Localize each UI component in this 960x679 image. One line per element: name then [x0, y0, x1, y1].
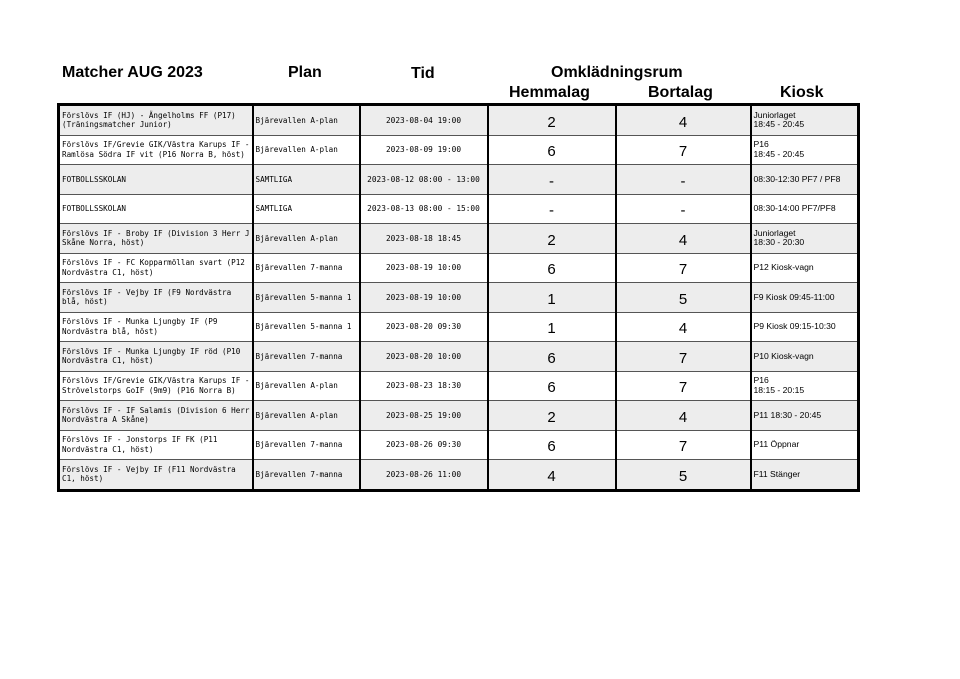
- table-row: [59, 135, 859, 165]
- kiosk-line-2: 18:45 - 20:45: [753, 148, 805, 159]
- kiosk-cell: [751, 105, 859, 136]
- table-row: [59, 105, 859, 136]
- kiosk-line-2: 18:15 - 20:15: [753, 384, 805, 395]
- hemmalag-room-cell: 1: [488, 283, 616, 313]
- match-cell: Förslövs IF/Grevie GIK/Västra Karups IF - Strövelstorps GoIF (9m9) (P16 Norra B): [59, 371, 253, 401]
- hemmalag-room-cell: 2: [488, 401, 616, 431]
- match-cell: Förslövs IF/Grevie GIK/Västra Karups IF - Ramlösa Södra IF vit (P16 Norra B, höst): [59, 135, 253, 165]
- kiosk-line-1: P12 Kiosk-vagn: [753, 262, 814, 273]
- kiosk-line-1: P11 Öppnar: [753, 439, 800, 450]
- page-title: Matcher AUG 2023: [62, 64, 203, 81]
- plan-cell: Bjärevallen A-plan: [253, 135, 360, 165]
- table-row: [59, 283, 859, 313]
- hemmalag-room-cell: 1: [488, 312, 616, 342]
- bortalag-room-cell: -: [616, 194, 751, 224]
- hemmalag-room-cell: 6: [488, 371, 616, 401]
- plan-cell: Bjärevallen 7-manna: [253, 253, 360, 283]
- bortalag-room-cell: 7: [616, 342, 751, 372]
- kiosk-cell: [751, 312, 859, 342]
- column-group-header-omkladningsrum: Omklädningsrum: [551, 64, 683, 81]
- tid-cell: 2023-08-12 08:00 - 13:00: [360, 165, 488, 195]
- tid-cell: 2023-08-23 18:30: [360, 371, 488, 401]
- column-header-bortalag: Bortalag: [648, 84, 713, 101]
- table-row: [59, 430, 859, 460]
- kiosk-line-1: P16: [753, 139, 769, 150]
- match-cell: Förslövs IF - IF Salamis (Division 6 Herr Nordvästra A Skåne): [59, 401, 253, 431]
- match-cell: Förslövs IF - Jonstorps IF FK (P11 Nordvästra C1, höst): [59, 430, 253, 460]
- table-row: [59, 165, 859, 195]
- hemmalag-room-cell: 2: [488, 105, 616, 136]
- plan-cell: Bjärevallen A-plan: [253, 401, 360, 431]
- kiosk-line-1: Juniorlaget: [753, 109, 796, 120]
- plan-cell: SAMTLIGA: [253, 194, 360, 224]
- column-header-kiosk: Kiosk: [780, 84, 824, 101]
- tid-cell: 2023-08-04 19:00: [360, 105, 488, 136]
- kiosk-cell: [751, 224, 859, 254]
- hemmalag-room-cell: -: [488, 165, 616, 195]
- match-cell: Förslövs IF - Munka Ljungby IF röd (P10 Nordvästra C1, höst): [59, 342, 253, 372]
- tid-cell: 2023-08-13 08:00 - 15:00: [360, 194, 488, 224]
- kiosk-cell: [751, 342, 859, 372]
- match-schedule-table: [57, 103, 860, 492]
- plan-cell: SAMTLIGA: [253, 165, 360, 195]
- plan-cell: Bjärevallen 7-manna: [253, 430, 360, 460]
- tid-cell: 2023-08-09 19:00: [360, 135, 488, 165]
- kiosk-line-2: 18:30 - 20:30: [753, 237, 805, 248]
- match-cell: FOTBOLLSSKOLAN: [59, 194, 253, 224]
- kiosk-cell: [751, 165, 859, 195]
- table-row: [59, 312, 859, 342]
- table-row: [59, 460, 859, 491]
- tid-cell: 2023-08-18 18:45: [360, 224, 488, 254]
- plan-cell: Bjärevallen 7-manna: [253, 460, 360, 491]
- plan-cell: Bjärevallen 5-manna 1: [253, 312, 360, 342]
- hemmalag-room-cell: 6: [488, 135, 616, 165]
- plan-cell: Bjärevallen 5-manna 1: [253, 283, 360, 313]
- kiosk-line-1: F11 Stänger: [753, 468, 801, 479]
- tid-cell: 2023-08-26 11:00: [360, 460, 488, 491]
- tid-cell: 2023-08-19 10:00: [360, 283, 488, 313]
- kiosk-cell: [751, 194, 859, 224]
- kiosk-cell: [751, 401, 859, 431]
- column-header-plan: Plan: [288, 64, 322, 81]
- tid-cell: 2023-08-25 19:00: [360, 401, 488, 431]
- bortalag-room-cell: 4: [616, 105, 751, 136]
- kiosk-line-1: 08:30-12:30 PF7 / PF8: [753, 173, 841, 184]
- kiosk-cell: [751, 460, 859, 491]
- table-row: [59, 342, 859, 372]
- kiosk-line-1: P9 Kiosk 09:15-10:30: [753, 321, 836, 332]
- column-header-tid: Tid: [411, 65, 435, 82]
- plan-cell: Bjärevallen A-plan: [253, 105, 360, 136]
- table-row: [59, 253, 859, 283]
- match-cell: Förslövs IF (HJ) - Ängelholms FF (P17) (Träningsmatcher Junior): [59, 105, 253, 136]
- bortalag-room-cell: 4: [616, 224, 751, 254]
- kiosk-cell: [751, 135, 859, 165]
- kiosk-line-1: P11 18:30 - 20:45: [753, 409, 822, 420]
- hemmalag-room-cell: 2: [488, 224, 616, 254]
- bortalag-room-cell: 4: [616, 312, 751, 342]
- kiosk-line-1: P16: [753, 375, 769, 386]
- kiosk-line-1: 08:30-14:00 PF7/PF8: [753, 203, 836, 214]
- bortalag-room-cell: 5: [616, 460, 751, 491]
- hemmalag-room-cell: 4: [488, 460, 616, 491]
- plan-cell: Bjärevallen 7-manna: [253, 342, 360, 372]
- column-header-hemmalag: Hemmalag: [509, 84, 590, 101]
- bortalag-room-cell: -: [616, 165, 751, 195]
- kiosk-cell: [751, 430, 859, 460]
- bortalag-room-cell: 5: [616, 283, 751, 313]
- match-cell: Förslövs IF - Broby IF (Division 3 Herr J Skåne Norra, höst): [59, 224, 253, 254]
- kiosk-line-2: 18:45 - 20:45: [753, 119, 805, 130]
- tid-cell: 2023-08-19 10:00: [360, 253, 488, 283]
- hemmalag-room-cell: 6: [488, 342, 616, 372]
- tid-cell: 2023-08-20 09:30: [360, 312, 488, 342]
- tid-cell: 2023-08-26 09:30: [360, 430, 488, 460]
- match-cell: Förslövs IF - Vejby IF (F11 Nordvästra C1, höst): [59, 460, 253, 491]
- match-cell: Förslövs IF - Vejby IF (F9 Nordvästra blå, höst): [59, 283, 253, 313]
- kiosk-cell: [751, 253, 859, 283]
- table-row: [59, 371, 859, 401]
- kiosk-cell: [751, 371, 859, 401]
- bortalag-room-cell: 7: [616, 135, 751, 165]
- table-row: [59, 224, 859, 254]
- kiosk-line-1: Juniorlaget: [753, 227, 796, 238]
- hemmalag-room-cell: 6: [488, 430, 616, 460]
- match-schedule-body: [59, 105, 859, 491]
- table-row: [59, 401, 859, 431]
- kiosk-line-1: P10 Kiosk-vagn: [753, 350, 814, 361]
- hemmalag-room-cell: -: [488, 194, 616, 224]
- bortalag-room-cell: 7: [616, 430, 751, 460]
- plan-cell: Bjärevallen A-plan: [253, 224, 360, 254]
- match-cell: Förslövs IF - FC Kopparmöllan svart (P12 Nordvästra C1, höst): [59, 253, 253, 283]
- bortalag-room-cell: 7: [616, 253, 751, 283]
- match-cell: Förslövs IF - Munka Ljungby IF (P9 Nordvästra blå, höst): [59, 312, 253, 342]
- kiosk-cell: [751, 283, 859, 313]
- plan-cell: Bjärevallen A-plan: [253, 371, 360, 401]
- bortalag-room-cell: 7: [616, 371, 751, 401]
- tid-cell: 2023-08-20 10:00: [360, 342, 488, 372]
- match-cell: FOTBOLLSSKOLAN: [59, 165, 253, 195]
- kiosk-line-1: F9 Kiosk 09:45-11:00: [753, 291, 835, 302]
- table-row: [59, 194, 859, 224]
- hemmalag-room-cell: 6: [488, 253, 616, 283]
- bortalag-room-cell: 4: [616, 401, 751, 431]
